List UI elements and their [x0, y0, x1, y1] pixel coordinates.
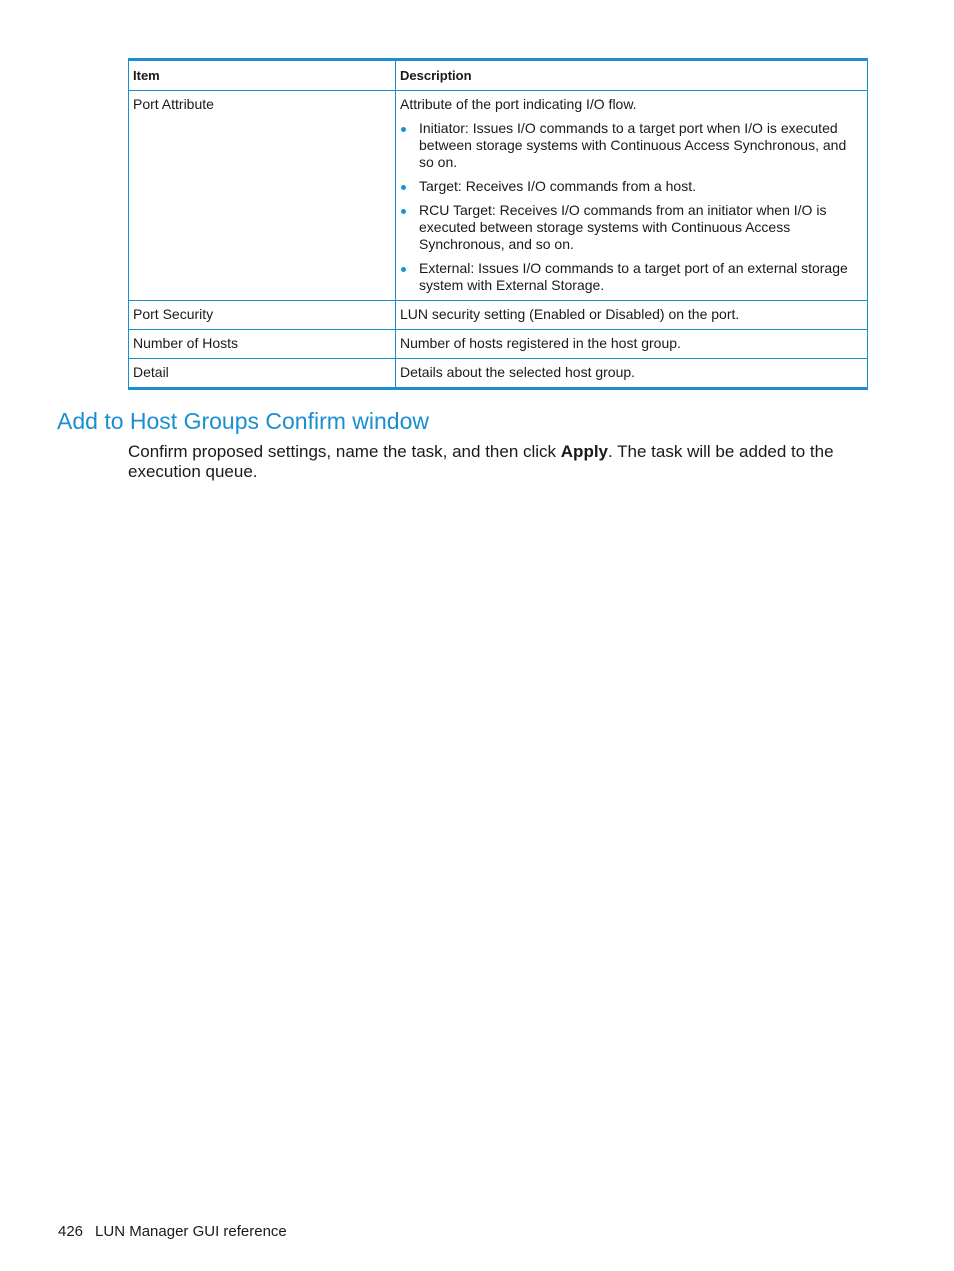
- bullet-icon: [401, 127, 406, 132]
- bullet-text: Initiator: Issues I/O commands to a target port when I/O is executed between storage systems with Continuous Access Synchronous, and so on.: [419, 120, 847, 170]
- item-cell: Port Security: [129, 301, 396, 330]
- bullet-text: Target: Receives I/O commands from a host.: [419, 178, 696, 194]
- reference-table: [128, 58, 868, 390]
- body-paragraph: [128, 442, 858, 482]
- footer-title: LUN Manager GUI reference: [95, 1223, 287, 1240]
- description-text: Attribute of the port indicating I/O flow.: [400, 96, 637, 112]
- paragraph-text-start: Confirm proposed settings, name the task, and then click: [128, 442, 561, 461]
- bullet-icon: [401, 185, 406, 190]
- bullet-text: External: Issues I/O commands to a target port of an external storage system with External Storage.: [419, 260, 848, 293]
- column-header-item: Item: [129, 60, 396, 91]
- column-header-description: Description: [396, 60, 868, 91]
- table-row: [129, 301, 868, 330]
- bullet-item: [400, 260, 863, 294]
- description-cell: Details about the selected host group.: [396, 359, 868, 389]
- table-row: [129, 330, 868, 359]
- bullet-text: RCU Target: Receives I/O commands from an initiator when I/O is executed between storage systems with Continuous Access Synchronous, and so on.: [419, 202, 827, 252]
- bullet-icon: [401, 267, 406, 272]
- bullet-list: [400, 120, 863, 294]
- bullet-item: [400, 202, 863, 253]
- bullet-icon: [401, 209, 406, 214]
- description-cell: LUN security setting (Enabled or Disabled) on the port.: [396, 301, 868, 330]
- table-row: [129, 359, 868, 389]
- item-cell: Number of Hosts: [129, 330, 396, 359]
- bullet-item: [400, 178, 863, 195]
- section-heading: Add to Host Groups Confirm window: [57, 408, 429, 434]
- item-cell: Detail: [129, 359, 396, 389]
- bullet-item: [400, 120, 863, 171]
- page-number: 426: [58, 1223, 84, 1240]
- table-row: [129, 91, 868, 301]
- item-cell: Port Attribute: [129, 91, 396, 301]
- description-cell: [396, 91, 868, 301]
- paragraph-text-end: . The task will be added to the execution queue.: [128, 442, 834, 481]
- apply-keyword: Apply: [560, 442, 609, 461]
- table-header-row: [129, 60, 868, 91]
- description-cell: Number of hosts registered in the host group.: [396, 330, 868, 359]
- page-footer: [58, 1222, 287, 1242]
